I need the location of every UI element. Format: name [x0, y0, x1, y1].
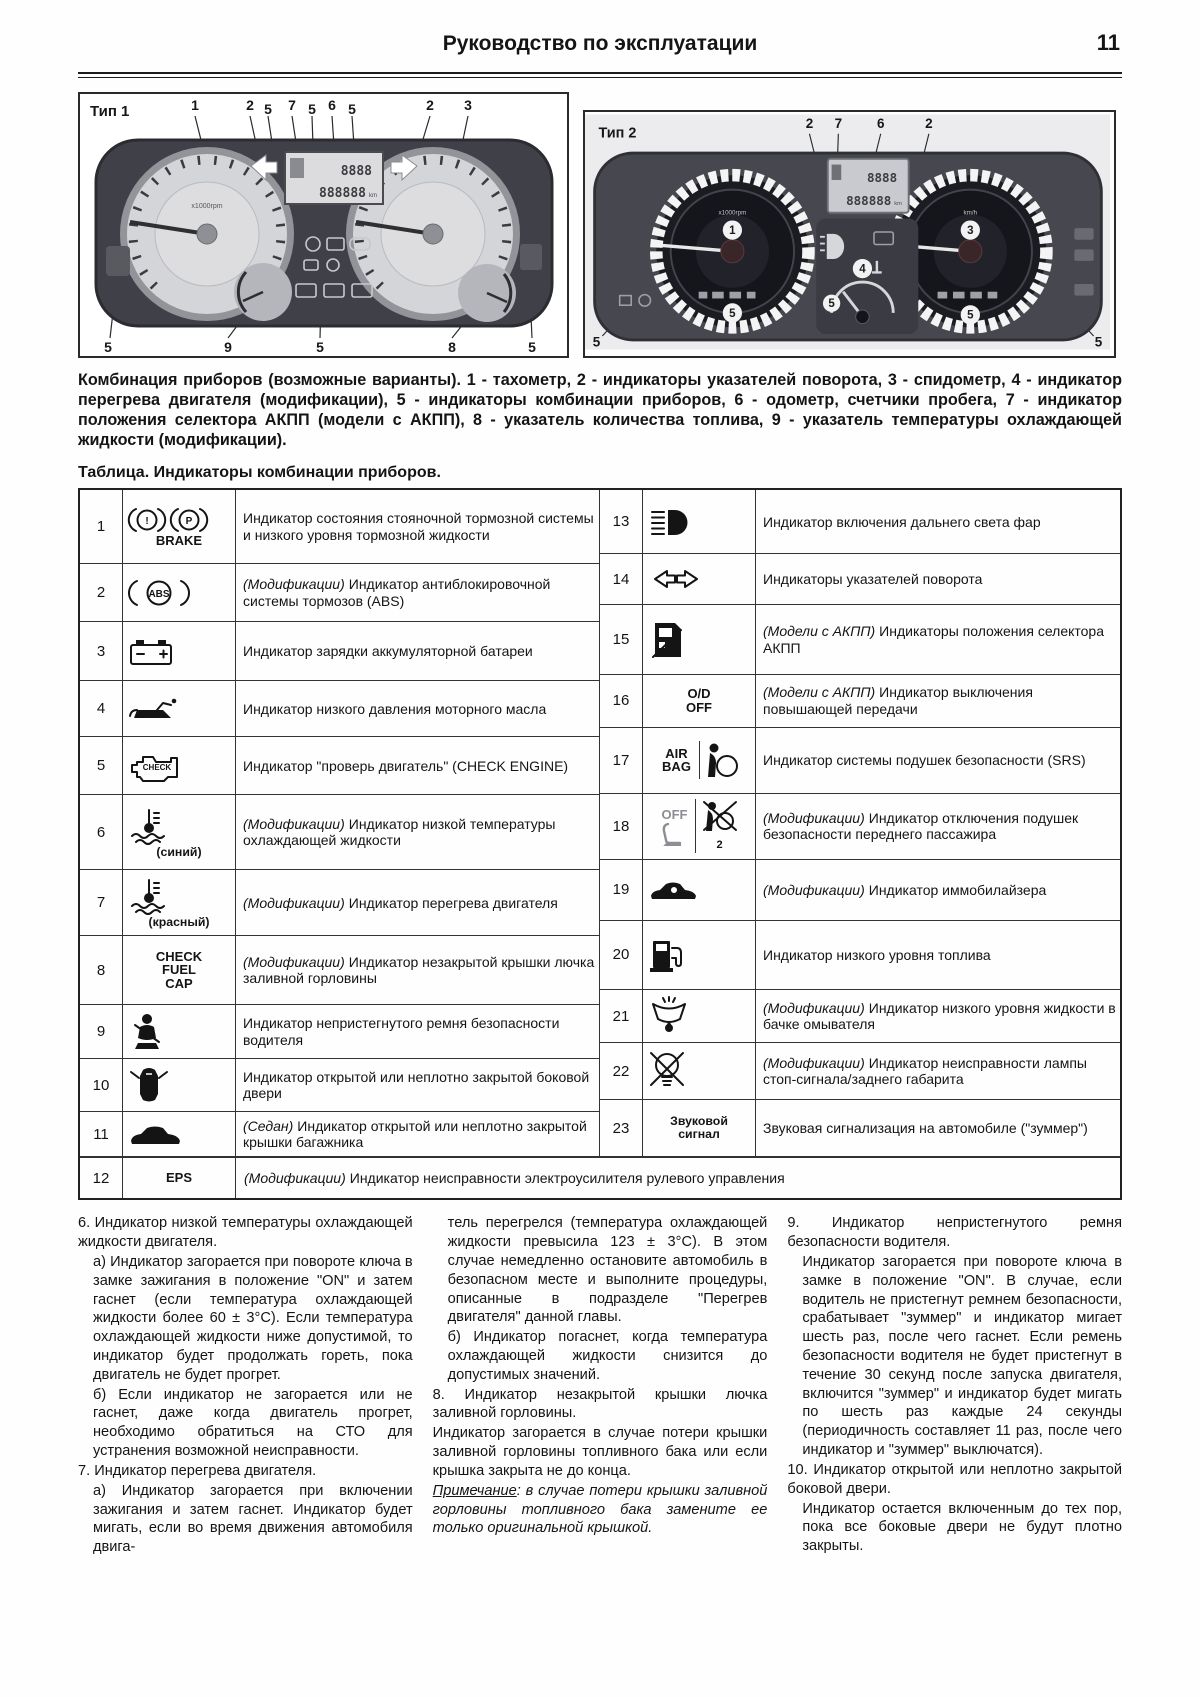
eps-indicator-icon: EPS	[123, 1158, 236, 1198]
svg-text:6: 6	[876, 115, 885, 131]
gear-position-display	[290, 158, 304, 178]
svg-text:!: !	[145, 515, 149, 527]
paragraph: б) Если индикатор не загорается или не гаснет, даже когда двигатель прогрет, необходимо обратиться на СТО для устранения возможной неисправности.	[93, 1386, 413, 1460]
note-paragraph: Примечание: в случае потери крышки заливной горловины топливного бака замените ее только оригинальной крышкой.	[432, 1482, 768, 1537]
svg-text:5: 5	[592, 334, 601, 350]
svg-text:1: 1	[191, 97, 199, 113]
od-off-indicator-icon: O/D OFF	[643, 674, 756, 727]
trunk-open-indicator-icon	[123, 1112, 236, 1157]
table-row: 23 Звуковой сигнал Звуковая сигнализация на автомобиле ("зуммер")	[600, 1100, 1120, 1157]
text-column-3	[787, 1214, 1122, 1558]
parking-brake-indicator-icon: ! P BRAKE	[123, 490, 236, 564]
table-row: 1 ! P BRAKE Индикатор состояния стояночной тормозной системы и низкого уровня тормозной жидкости	[80, 490, 600, 564]
table-row: 8 CHECK FUEL CAP (Модификации) Индикатор незакрытой крышки лючка заливной горловины	[80, 936, 600, 1005]
table-row: 9 Индикатор непристегнутого ремня безопасности водителя	[80, 1005, 600, 1059]
fuel-door-lamp	[520, 244, 542, 270]
paragraph: 6. Индикатор низкой температуры охлаждающей жидкости двигателя.	[78, 1215, 413, 1251]
svg-text:6: 6	[328, 97, 336, 113]
svg-text:2: 2	[426, 97, 434, 113]
tach-unit-label: x1000rpm	[718, 209, 747, 217]
immobilizer-indicator-icon	[643, 859, 756, 920]
table-row: 13 Индикатор включения дальнего света фар	[600, 490, 1120, 554]
oil-pressure-indicator-icon	[123, 681, 236, 737]
passenger-airbag-off-indicator-icon: OFF 2	[643, 793, 756, 859]
table-row: 21 (Модификации) Индикатор низкого уровня жидкости в бачке омывателя	[600, 990, 1120, 1043]
tach-unit-label: x1000rpm	[191, 203, 223, 210]
instrument-cluster-type2	[585, 112, 1110, 352]
indicator-table-left	[80, 490, 600, 1157]
indicator-table	[78, 488, 1122, 1200]
washer-fluid-indicator-icon	[643, 990, 756, 1043]
paragraph: 10. Индикатор открытой или неплотно закрытой боковой двери.	[787, 1461, 1123, 1497]
fuel-cap-indicator-icon: CHECK FUEL CAP	[123, 936, 236, 1005]
svg-text:3: 3	[464, 97, 472, 113]
paragraph: б) Индикатор погаснет, когда температура охлаждающей жидкости снизится до допустимых значений.	[447, 1329, 768, 1383]
svg-text:5: 5	[308, 101, 316, 117]
trip-display: 8888	[866, 169, 898, 185]
svg-text:5: 5	[264, 101, 272, 117]
seatbelt-indicator-icon	[123, 1005, 236, 1059]
svg-text:5: 5	[348, 101, 356, 117]
trip-display: 8888	[340, 164, 372, 179]
odometer-unit: km	[894, 201, 902, 208]
paragraph: 7. Индикатор перегрева двигателя.	[78, 1462, 317, 1479]
paragraph: Индикатор остается включенным до тех пор, пока все боковые двери не будут плотно закрыты.	[802, 1500, 1123, 1555]
table-row: 19 (Модификации) Индикатор иммобилайзера	[600, 859, 1120, 920]
svg-text:5: 5	[104, 339, 112, 355]
table-row: 10 Индикатор открытой или неплотно закрытой боковой двери	[80, 1059, 600, 1112]
paragraph: 8. Индикатор незакрытой крышки лючка заливной горловины.	[432, 1386, 768, 1422]
svg-text:2: 2	[925, 115, 933, 131]
svg-text:ABS: ABS	[148, 588, 170, 600]
header-rule	[78, 72, 1122, 78]
door-open-indicator-icon	[123, 1059, 236, 1112]
table-row: 7 (красный) (Модификации) Индикатор перегрева двигателя	[80, 870, 600, 936]
speed-unit-label: km/h	[963, 209, 978, 217]
text-column-1	[78, 1214, 413, 1558]
page-title: Руководство по эксплуатации	[442, 32, 758, 55]
table-row: 22 (Модификации) Индикатор неисправности лампы стоп-сигнала/заднего габарита	[600, 1043, 1120, 1100]
figure-label: Тип 2	[598, 125, 637, 142]
svg-text:9: 9	[224, 339, 232, 355]
tachometer-gauge	[656, 175, 808, 327]
table-row: 11 (Седан) Индикатор открытой или неплотно закрытой крышки багажника	[80, 1112, 600, 1157]
svg-text:3: 3	[967, 224, 974, 237]
table-row: 20 Индикатор низкого уровня топлива	[600, 920, 1120, 989]
center-panel	[816, 219, 918, 335]
high-beam-indicator-icon	[643, 490, 756, 554]
table-row: 14 Индикаторы указателей поворота	[600, 554, 1120, 605]
svg-text:5: 5	[729, 307, 736, 320]
table-row: 6 (синий) (Модификации) Индикатор низкой температуры охлаждающей жидкости	[80, 795, 600, 870]
table-row-eps: 12 EPS (Модификации) Индикатор неисправности электроусилителя рулевого управления	[80, 1157, 1120, 1198]
table-row: 3 Индикатор зарядки аккумуляторной батареи	[80, 622, 600, 681]
svg-text:7: 7	[834, 115, 843, 131]
figure-caption: Комбинация приборов (возможные варианты). 1 - тахометр, 2 - индикаторы указателей поворота, 3 - спидометр, 4 - индикатор перегрева двигателя (модификации), 5 - индикаторы комбинации приборов, 6 - одометр, счетчики пробега, 7 - индикатор положения селектора АКПП (модели с АКПП), 8 - указатель количества топлива, 9 - указатель температуры охлаждающей жидкости (модификации).	[78, 371, 1122, 450]
page-header	[78, 24, 1122, 68]
svg-text:5: 5	[1094, 334, 1103, 350]
odometer-unit: km	[369, 193, 377, 199]
abs-indicator-icon	[123, 564, 236, 622]
odometer-display: 888888	[846, 193, 892, 209]
coolant-overheat-indicator-icon: (красный)	[123, 870, 236, 936]
paragraph: а) Индикатор загорается при повороте ключа в замке зажигания в положение "ON" и затем гаснет (если температура охлаждающей жидкости более 60 ± 3°С). Если температура охлаждающей жидкости ниже допустимой, то индикатор будет продолжать гореть, пока двигатель не будет прогрет.	[93, 1253, 413, 1383]
buzzer-label: Звуковой сигнал	[643, 1100, 756, 1157]
figure-type2	[583, 110, 1116, 358]
instrument-cluster-type1	[80, 94, 567, 356]
page-number: 11	[1096, 30, 1120, 55]
lcd-display	[285, 152, 383, 204]
body-text	[78, 1214, 1122, 1558]
svg-text:5: 5	[316, 339, 324, 355]
svg-text:5: 5	[828, 298, 835, 311]
text-column-2	[433, 1214, 768, 1558]
table-row: 18 OFF 2 (Модификации) Индикатор отключения подушек безопасности переднего пассажира	[600, 793, 1120, 859]
svg-text:7: 7	[288, 97, 296, 113]
svg-text:5: 5	[967, 309, 974, 322]
indicator-table-right	[600, 490, 1120, 1157]
table-row: 17 AIR BAG Индикатор системы подушек безопасности (SRS)	[600, 727, 1120, 793]
table-row: 4 Индикатор низкого давления моторного масла	[80, 681, 600, 737]
table-row: 2 ABS (Модификации) Индикатор антиблокировочной системы тормозов (ABS)	[80, 564, 600, 622]
table-title: Таблица. Индикаторы комбинации приборов.	[78, 464, 441, 482]
check-engine-indicator-icon	[123, 737, 236, 795]
svg-text:2: 2	[246, 97, 254, 113]
airbag-indicator-icon: AIR BAG	[643, 727, 756, 793]
svg-text:1: 1	[729, 224, 736, 237]
low-fuel-indicator-icon	[643, 920, 756, 989]
paragraph: Индикатор загорается при повороте ключа в замке в положение "ON". В случае, если водитель не пристегнут ремнем безопасности, срабатывает "зуммер" и индикатор мигает шесть раз, после чего гаснет. Если ремень безопасности водителя не будет пристегнут в течение 30 секунд после запуска двигателя, включится "зуммер" и индикатор будет мигать по шесть раз каждые 24 секунды (периодичность составляет 11 раз, после чего индикатор и "зуммер" выключатся).	[802, 1253, 1123, 1459]
paragraph: 9. Индикатор непристегнутого ремня безопасности водителя.	[787, 1215, 1123, 1251]
lcd-display	[828, 159, 909, 213]
figure-label: Тип 1	[90, 103, 130, 120]
svg-text:P: P	[185, 515, 193, 527]
odometer-display: 888888	[319, 186, 366, 201]
paragraph: Индикатор загорается в случае потери крышки заливной горловины топливного бака или если крышка закрыта не до конца.	[432, 1425, 768, 1479]
svg-text:5: 5	[528, 339, 536, 355]
figure-type1	[78, 92, 569, 358]
svg-text:4: 4	[859, 263, 866, 276]
paragraph: тель перегрелся (температура охлаждающей жидкости превысила 123 ± 3°С). В этом случае немедленно остановите автомобиль в безопасном месте и выполните процедуры, описанные в подразделе "Перегрев двигателя" данной главы.	[447, 1215, 768, 1326]
coolant-temp-low-indicator-icon: (синий)	[123, 795, 236, 870]
turn-signal-indicator-icon	[643, 554, 756, 605]
svg-text:2: 2	[805, 115, 814, 131]
svg-text:8: 8	[448, 339, 456, 355]
stop-lamp-failure-indicator-icon	[643, 1043, 756, 1100]
battery-indicator-icon	[123, 622, 236, 681]
at-selector-indicator-icon	[643, 605, 756, 674]
table-row: 15 (Модели с АКПП) Индикаторы положения селектора АКПП	[600, 605, 1120, 674]
trip-reset-button	[106, 246, 130, 276]
gear-position-display	[832, 165, 842, 180]
cluster-figures	[78, 92, 1122, 360]
paragraph: а) Индикатор загорается при включении зажигания и затем гаснет. Индикатор будет мигать, если во время движения автомобиля двига-	[93, 1482, 413, 1556]
svg-text:CHECK: CHECK	[142, 762, 172, 772]
table-row: 5 CHECK Индикатор "проверь двигатель" (CHECK ENGINE)	[80, 737, 600, 795]
table-row: 16 O/D OFF (Модели с АКПП) Индикатор выключения повышающей передачи	[600, 674, 1120, 727]
